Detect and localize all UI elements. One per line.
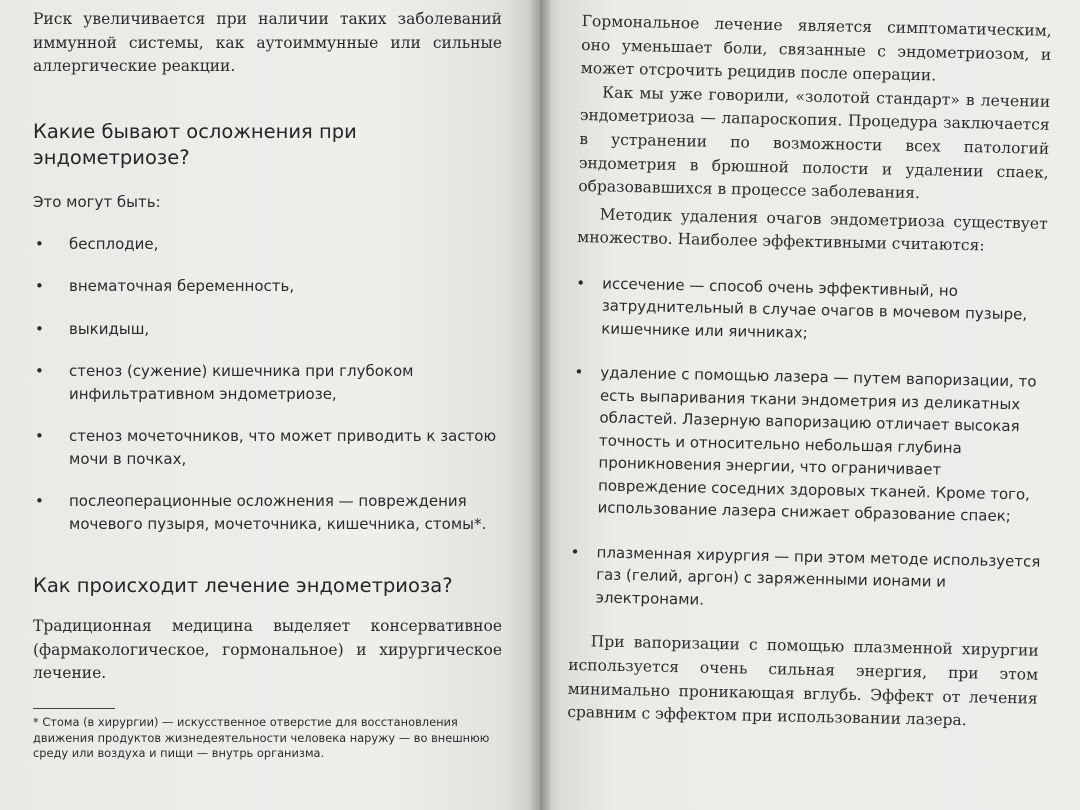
complications-list	[33, 233, 502, 536]
paragraph-plasma: При вапоризации с помощью плазменной хирургии используется очень сильная энергия, при этом минимально проникающая вглубь. Эффект от лечения сравним с эффектом при использовании лазера.	[567, 632, 1039, 730]
heading-treatment: Как происходит лечение эндометриоза?	[33, 574, 453, 598]
intro-paragraph: Риск увеличивается при наличии таких заболеваний иммунной системы, как аутоиммунные или сильные аллергические реакции.	[33, 10, 502, 76]
list-item: • внематочная беременность,	[33, 275, 502, 298]
footnote-divider	[33, 708, 115, 709]
list-item: • иссечение — способ очень эффективный, но затруднительный в случае очагов в мочевом пузыре, кишечнике или яичниках;	[576, 273, 1028, 342]
paragraph-hormonal: Гормональное лечение является симптоматическим, оно уменьшает боли, связанные с эндометриозом, и может отсрочить рецидив после операции.	[580, 11, 1052, 85]
footnote: * Стома (в хирургии) — искусственное отверстие для восстановления движения продуктов жизнедеятельности человека наружу — во внешнюю среду или воздуха и пищи — внутрь организма.	[33, 715, 490, 761]
book-gutter-shadow	[528, 0, 552, 810]
bullet-icon: •	[570, 542, 580, 562]
complications-list-intro: Это могут быть:	[33, 192, 161, 211]
treatment-paragraph: Традиционная медицина выделяет консервативное (фармакологическое, гормональное) и хирургическое лечение.	[33, 617, 502, 683]
bullet-icon: •	[576, 273, 586, 293]
list-item: • плазменная хирургия — при этом методе используется газ (гелий, аргон) с заряженными ионами и электронами.	[570, 542, 1041, 609]
bullet-icon: •	[35, 362, 44, 381]
bullet-icon: •	[35, 427, 44, 446]
list-item: • стеноз (сужение) кишечника при глубоком инфильтративном эндометриозе,	[35, 362, 414, 403]
list-item: • бесплодие,	[33, 233, 502, 256]
list-item: • послеоперационные осложнения — повреждения мочевого пузыря, мочеточника, кишечника, стомы*.	[35, 492, 487, 533]
list-item: • стеноз мочеточников, что может приводить к застою мочи в почках,	[35, 427, 497, 468]
heading-complications: Какие бывают осложнения при эндометриозе?	[33, 119, 357, 169]
bullet-icon: •	[35, 492, 44, 511]
bullet-icon: •	[35, 234, 44, 253]
list-item: • удаление с помощью лазера — путем вапоризации, то есть выпаривания ткани эндометрия из деликатных областей. Лазерную вапоризацию отличает высокая точность и относительно небольшая глубина проникновения энергии, что ограничивает повреждение соседних здоровых тканей. Кроме того, использование лазера снижает образование спаек;	[574, 363, 1037, 526]
bullet-icon: •	[574, 363, 584, 382]
right-page	[540, 0, 1080, 810]
paragraph-methods-intro: Методик удаления очагов эндометриоза существует множество. Наиболее эффективными считаются:	[577, 205, 1048, 255]
paragraph-gold-standard: Как мы уже говорили, «золотой стандарт» в лечении эндометриоза — лапароскопия. Процедура заключается в устранении по возможности всех патологий эндометрия в брюшной полости и удалении спаек, образовавшихся в процессе заболевания.	[578, 83, 1051, 203]
bullet-icon: •	[35, 319, 44, 338]
methods-list	[569, 272, 1046, 618]
list-item: • выкидыш,	[33, 318, 502, 341]
bullet-icon: •	[35, 277, 44, 296]
